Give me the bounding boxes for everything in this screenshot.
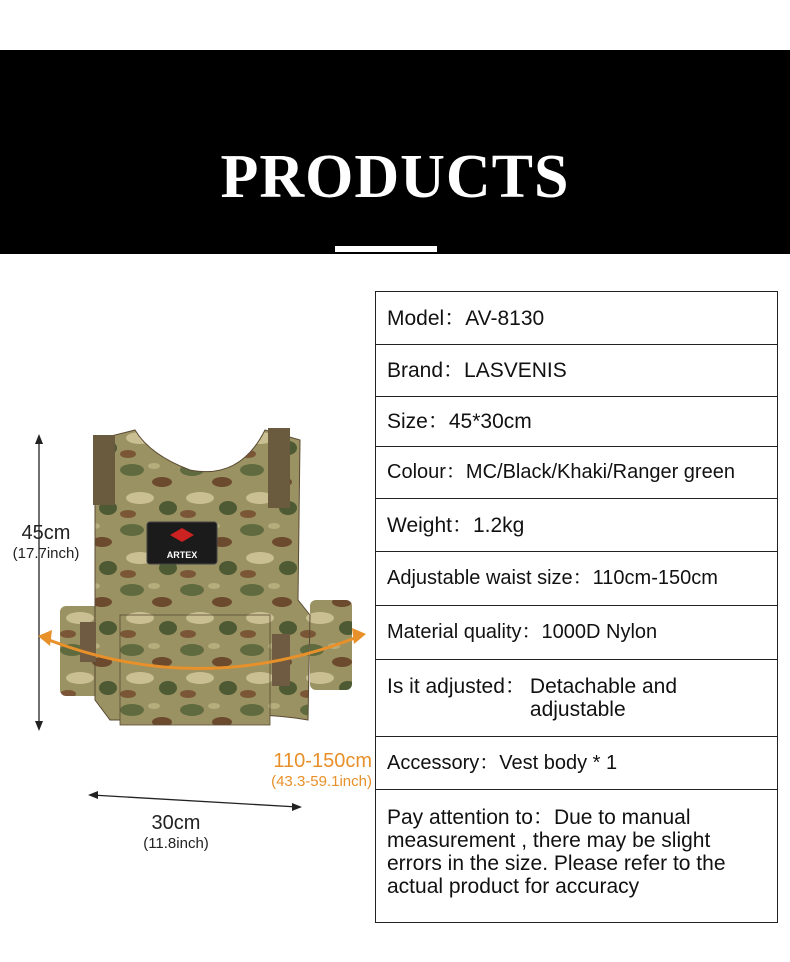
spec-value: 1.2kg [472, 513, 525, 537]
spec-value: Due to manual measurement , there may be slight errors in the size. Please refer to the actual product for accuracy [387, 806, 726, 898]
spec-table [375, 291, 778, 923]
vest-image [0, 400, 380, 870]
spec-label: Adjustable waist size： [387, 567, 593, 589]
title-underline [335, 246, 437, 252]
spec-row-accessory [376, 737, 778, 790]
spec-value: 1000D Nylon [541, 621, 658, 643]
spec-value: LASVENIS [464, 359, 567, 382]
spec-label: Brand： [387, 359, 465, 382]
product-illustration [0, 400, 380, 870]
spec-label: Model： [387, 306, 466, 330]
page-title: PRODUCTS [220, 143, 570, 211]
spec-row-weight [376, 499, 778, 552]
waist-value: 110-150cm [273, 750, 372, 772]
height-label [6, 522, 86, 562]
height-inch: (17.7inch) [12, 545, 80, 562]
spec-label: Colour： [387, 461, 466, 483]
spec-label: Accessory： [387, 751, 500, 774]
spec-label: Size： [387, 410, 449, 433]
spec-value: AV-8130 [465, 306, 545, 330]
waist-label [244, 750, 372, 790]
width-value: 30cm [151, 812, 201, 834]
spec-label: Pay attention to： [387, 806, 554, 829]
spec-row-colour [376, 447, 778, 499]
spec-row-material [376, 606, 778, 660]
spec-row-brand [376, 345, 778, 397]
width-inch: (11.8inch) [143, 835, 209, 852]
spec-row-adjusted [376, 660, 778, 737]
spec-label: Weight： [387, 513, 473, 537]
spec-label: Material quality： [387, 621, 542, 643]
spec-row-notice [376, 790, 778, 923]
spec-row-size [376, 397, 778, 447]
waist-inch: (43.3-59.1inch) [271, 773, 372, 790]
spec-row-model [376, 292, 778, 345]
spec-label: Is it adjusted： [387, 675, 526, 698]
spec-value-line1: Detachable and [529, 675, 678, 698]
patch-text: ARTEX [166, 550, 198, 560]
spec-value: MC/Black/Khaki/Ranger green [465, 461, 735, 483]
spec-value: Vest body * 1 [499, 751, 618, 774]
header-banner [0, 50, 790, 254]
width-label [126, 812, 226, 852]
spec-value: 45*30cm [448, 410, 532, 433]
spec-row-waist [376, 552, 778, 606]
spec-value: 110cm-150cm [592, 567, 718, 589]
height-value: 45cm [21, 522, 71, 544]
spec-value-line2: adjustable [529, 698, 626, 721]
